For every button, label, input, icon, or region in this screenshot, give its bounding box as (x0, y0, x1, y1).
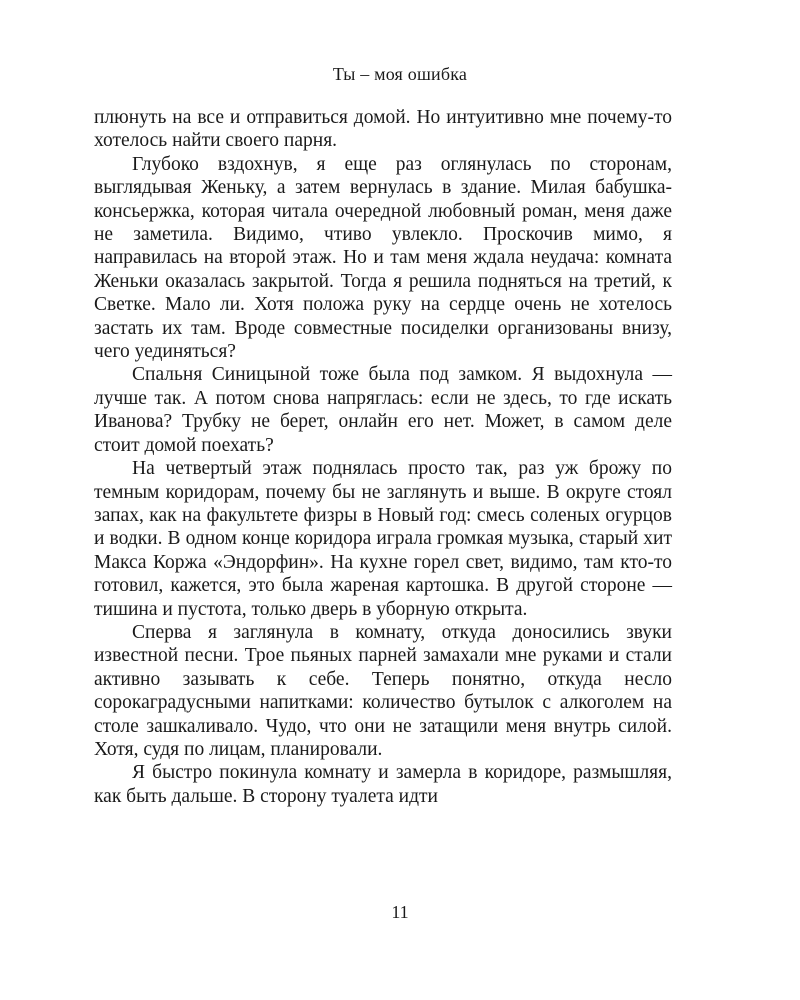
paragraph-continuation: плюнуть на все и отправиться домой. Но интуитивно мне почему-то хотелось найти своего парня. (94, 107, 672, 152)
paragraph: Сперва я заглянула в комнату, откуда доносились звуки известной песни. Трое пьяных парней замахали мне руками и стали активно зазывать к себе. Теперь понятно, откуда несло сорокаградусными напитками: количество бутылок с алкоголем на столе зашкаливало. Чудо, что они не затащили меня внутрь силой. Хотя, судя по лицам, планировали. (94, 621, 672, 760)
paragraph: Я быстро покинула комнату и замерла в коридоре, размышляя, как быть дальше. В сторону туалета идти (94, 762, 672, 807)
paragraph: На четвертый этаж поднялась просто так, раз уж брожу по темным коридорам, почему бы не заглянуть и выше. В округе стоял запах, как на факультете физры в Новый год: смесь соленых огурцов и водки. В одном конце коридора играла громкая музыка, старый хит Макса Коржа «Эндорфин». На кухне горел свет, видимо, там кто-то готовил, кажется, это была жареная картошка. В другой стороне — тишина и пустота, только дверь в уборную открыта. (94, 458, 672, 620)
body-text (94, 106, 672, 808)
page-number: 11 (391, 902, 409, 922)
paragraph: Глубоко вздохнув, я еще раз оглянулась по сторонам, выглядывая Женьку, а затем вернулась в здание. Милая бабушка-консьержка, которая читала очередной любовный роман, меня даже не заметила. Видимо, чтиво увлекло. Проскочив мимо, я направилась на второй этаж. Но и там меня ждала неудача: комната Женьки оказалась закрытой. Тогда я решила подняться на третий, к Светке. Мало ли. Хотя положа руку на сердце очень не хотелось застать их там. Вроде совместные посиделки организованы внизу, чего уединяться? (94, 153, 672, 363)
running-title: Ты – моя ошибка (332, 64, 468, 84)
paragraph: Спальня Синицыной тоже была под замком. Я выдохнула — лучше так. А потом снова напряглась: если не здесь, то где искать Иванова? Трубку не берет, онлайн его нет. Может, в самом деле стоит домой поехать? (94, 364, 672, 456)
